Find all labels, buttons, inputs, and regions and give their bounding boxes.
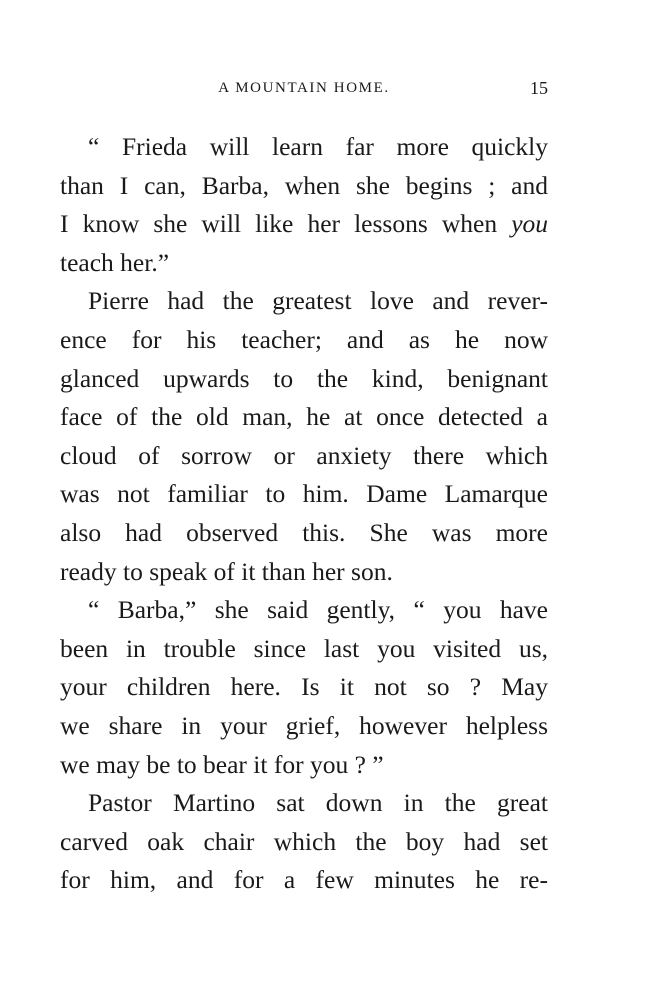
- emphasized-word: you: [511, 209, 549, 239]
- text-line: your children here. Is it not so ? May: [60, 672, 548, 702]
- text-line: teach her.”: [60, 247, 170, 277]
- text-segment: I know she will like her lessons when: [60, 209, 498, 239]
- text-line: we may be to bear it for you ? ”: [60, 749, 384, 779]
- text-line: for him, and for a few minutes he re-: [60, 865, 548, 895]
- text-line: [60, 205, 548, 244]
- running-head: [60, 78, 548, 102]
- page-number: 15: [530, 78, 548, 98]
- text-line: “ Barba,” she said gently, “ you have: [88, 595, 548, 625]
- text-line: ready to speak of it than her son.: [60, 556, 393, 586]
- text-line: glanced upwards to the kind, benignant: [60, 363, 548, 393]
- text-line: also had observed this. She was more: [60, 517, 548, 547]
- text-line: been in trouble since last you visited us,: [60, 633, 548, 663]
- text-line: Pierre had the greatest love and rever-: [88, 286, 548, 316]
- text-line: ence for his teacher; and as he now: [60, 324, 548, 354]
- text-line: carved oak chair which the boy had set: [60, 826, 548, 856]
- text-line: Pastor Martino sat down in the great: [88, 788, 548, 818]
- text-line: cloud of sorrow or anxiety there which: [60, 440, 548, 470]
- text-line: we share in your grief, however helpless: [60, 710, 548, 740]
- text-line: face of the old man, he at once detected a: [60, 402, 548, 432]
- running-title: A MOUNTAIN HOME.: [218, 80, 390, 96]
- text-line: “ Frieda will learn far more quickly: [88, 132, 548, 161]
- text-line: was not familiar to him. Dame Lamarque: [60, 479, 548, 509]
- body-text: [60, 128, 548, 900]
- text-line: than I can, Barba, when she begins ; and: [60, 170, 548, 200]
